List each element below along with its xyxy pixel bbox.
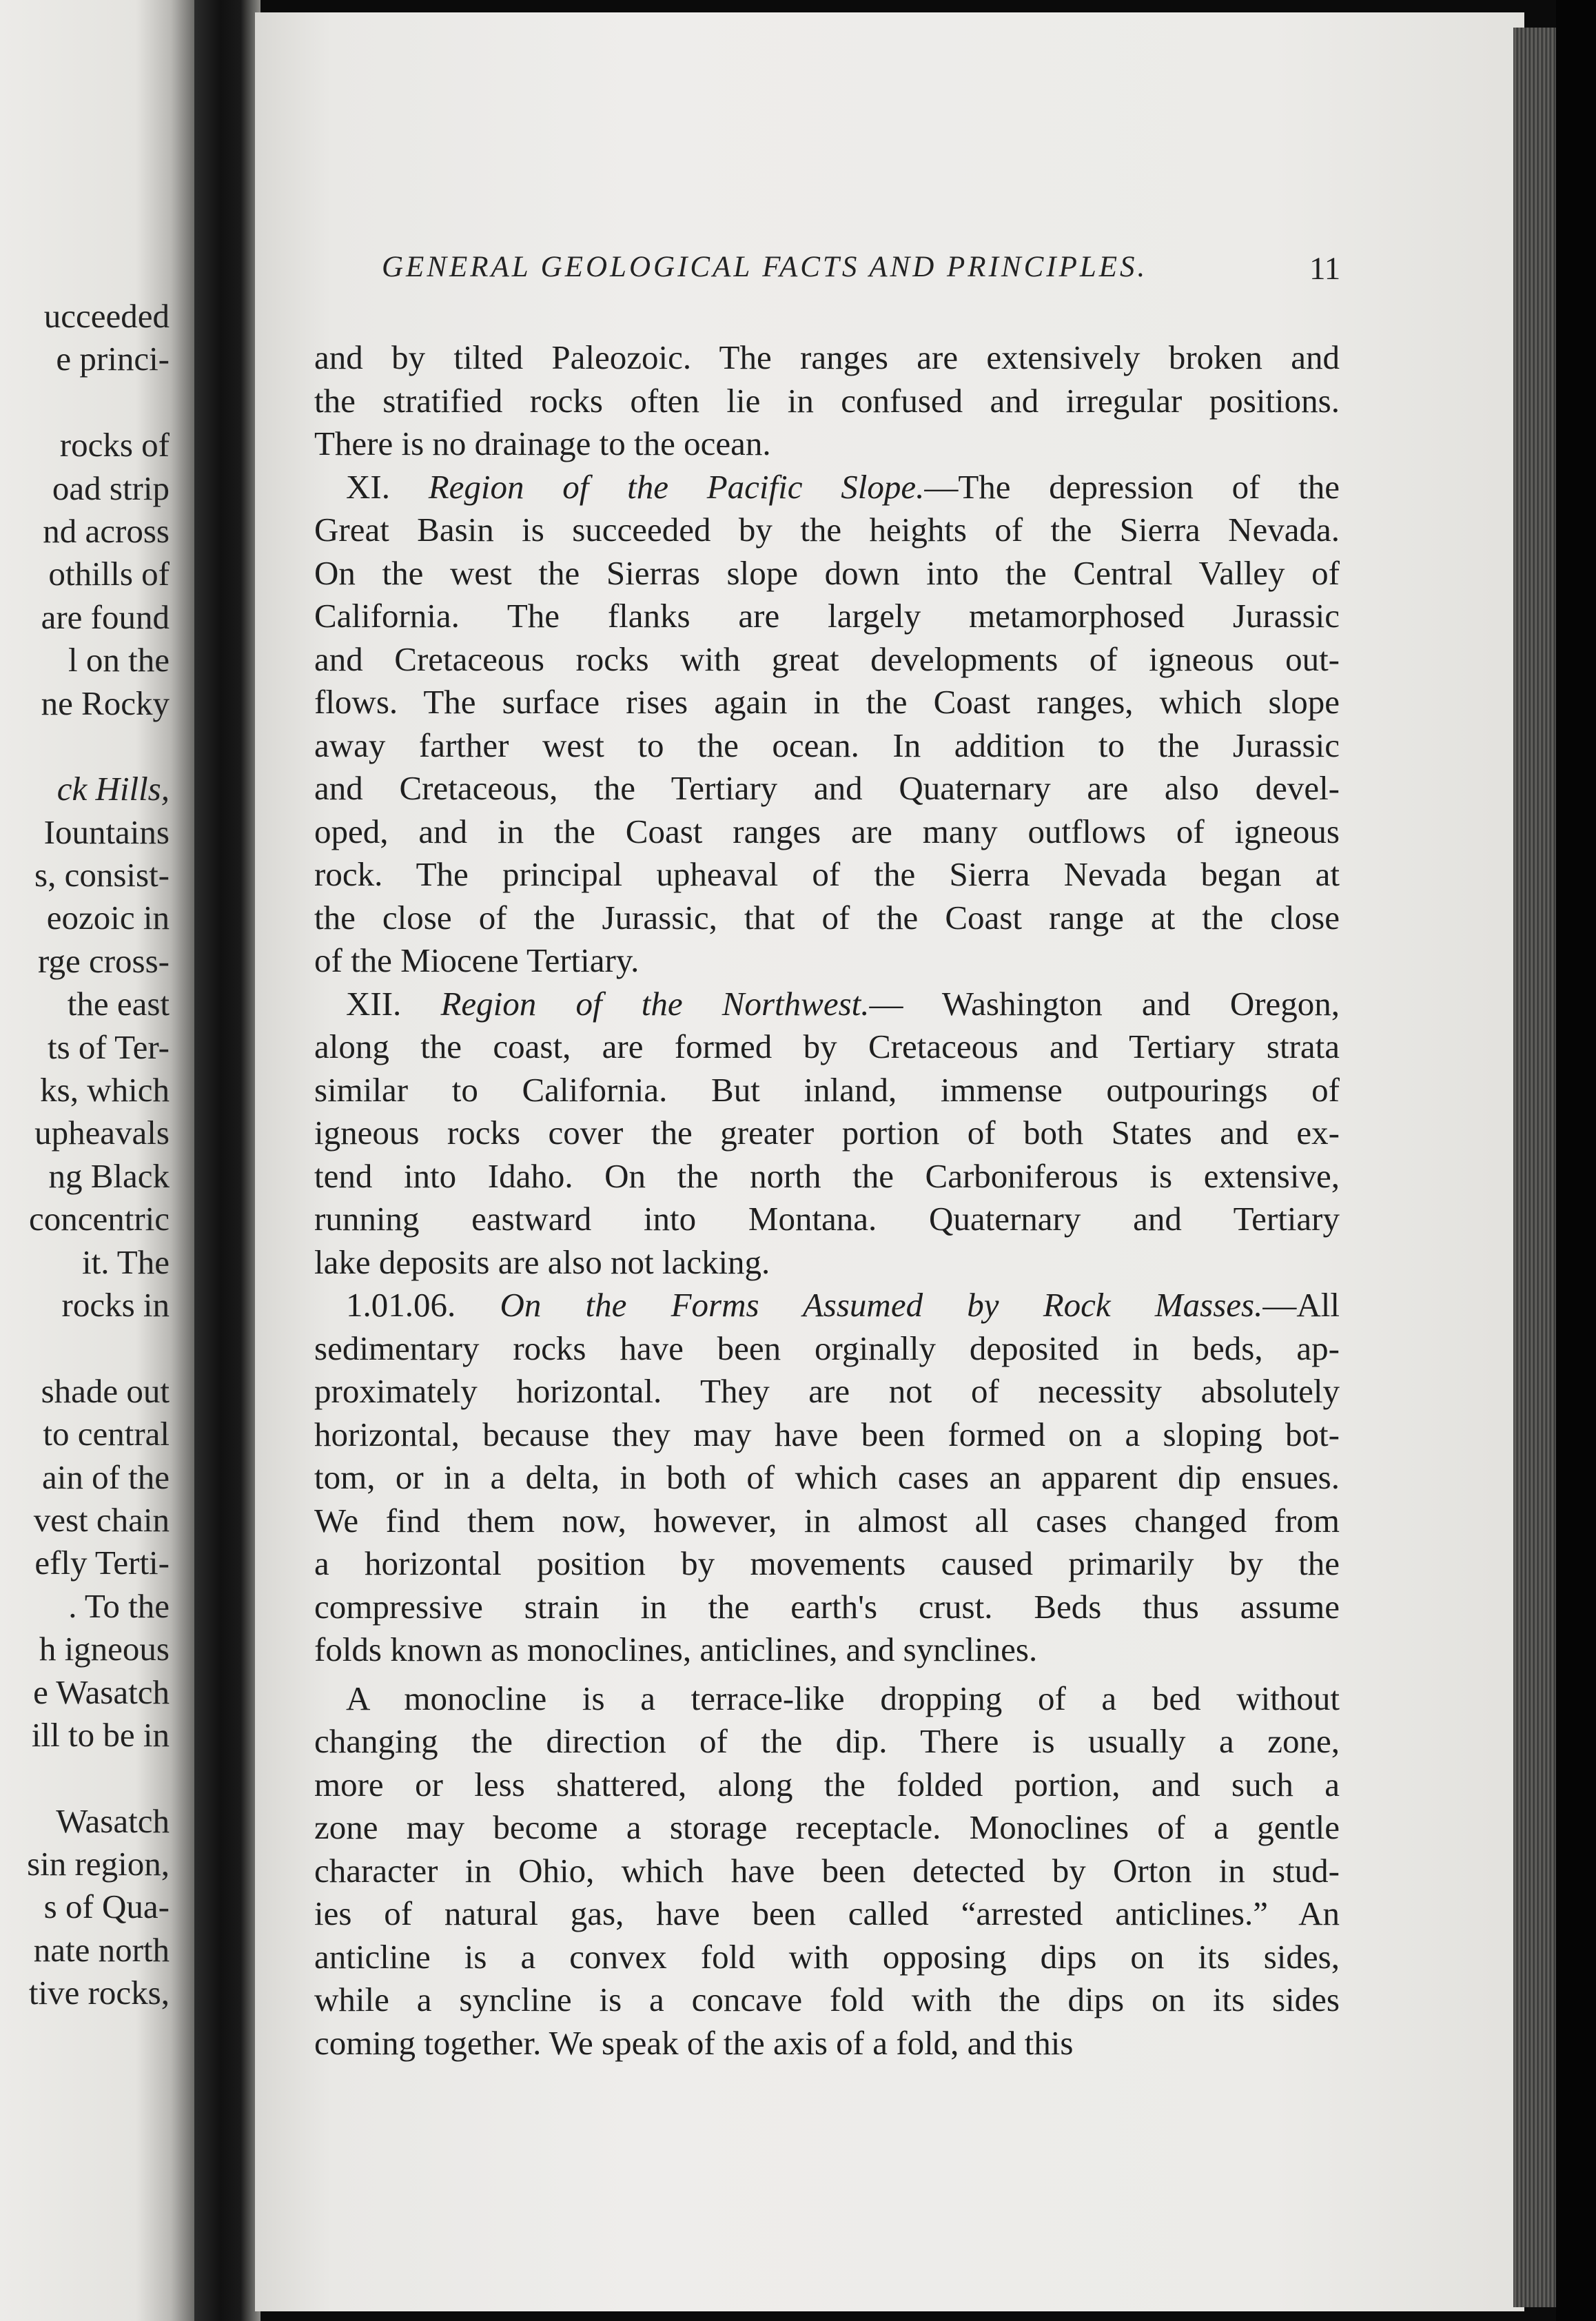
text-line: tend into Idaho. On the north the Carboniferous is extensive, xyxy=(314,1156,1340,1195)
book-gutter xyxy=(194,0,260,2321)
page-11 xyxy=(255,12,1524,2311)
facing-line: rge cross- xyxy=(38,941,170,980)
facing-line: shade out xyxy=(41,1371,170,1410)
facing-line: e Wasatch xyxy=(33,1673,170,1711)
facing-line: rocks in xyxy=(61,1285,170,1324)
running-header: GENERAL GEOLOGICAL FACTS AND PRINCIPLES. xyxy=(382,251,1148,283)
facing-line: nd across xyxy=(43,511,170,550)
page-body xyxy=(314,336,1340,2065)
text-line: coming together. We speak of the axis of a fold, and this xyxy=(314,2023,1074,2062)
facing-line: upheavals xyxy=(34,1114,170,1152)
facing-line: ne Rocky xyxy=(41,684,170,722)
facing-line: vest chain xyxy=(33,1500,170,1539)
section-number: XI. xyxy=(346,467,390,506)
facing-line: l on the xyxy=(68,641,170,679)
text-line: We find them now, however, in almost all cases changed from xyxy=(314,1501,1340,1540)
paragraph-monocline xyxy=(314,1677,1340,2065)
text-line: ies of natural gas, have been called “arrested anticlines.” An xyxy=(314,1894,1340,1932)
facing-line: concentric xyxy=(28,1200,170,1238)
page-stack-edge xyxy=(1513,28,1556,2307)
text-line: of the Miocene Tertiary. xyxy=(314,941,640,979)
facing-line xyxy=(0,381,194,424)
facing-line: to central xyxy=(43,1415,170,1453)
text-line: and Cretaceous, the Tertiary and Quaternary are also devel- xyxy=(314,769,1340,807)
text-line: proximately horizontal. They are not of necessity absolutely xyxy=(314,1372,1340,1410)
paragraph-continuation xyxy=(314,336,1340,466)
facing-line xyxy=(0,1327,194,1369)
text-line: On the west the Sierras slope down into the Central Valley of xyxy=(314,553,1340,592)
text-line: A monocline is a terrace-like dropping of a bed without xyxy=(346,1679,1340,1717)
text-line: flows. The surface rises again in the Coast ranges, which slope xyxy=(314,683,1340,721)
facing-page-fragment xyxy=(0,0,194,2321)
paragraph-region-xii xyxy=(314,983,1340,1285)
facing-line: h igneous xyxy=(39,1630,170,1668)
first-line-text: —The depression of the xyxy=(924,467,1340,506)
section-number: 1.01.06. xyxy=(346,1286,456,1324)
text-line: while a syncline is a concave fold with the dips on its sides xyxy=(314,1981,1340,2018)
facing-line: efly Terti- xyxy=(34,1544,170,1582)
text-line: anticline is a convex fold with opposing dips on its sides, xyxy=(314,1937,1340,1976)
facing-line: nate north xyxy=(33,1930,170,1969)
section-heading: Region of the Pacific Slope. xyxy=(428,467,925,506)
section-heading: On the Forms Assumed by Rock Masses. xyxy=(500,1286,1263,1324)
text-line: Great Basin is succeeded by the heights of the Sierra Nevada. xyxy=(314,511,1340,549)
facing-line: tive rocks, xyxy=(28,1974,170,2012)
text-line: and by tilted Paleozoic. The ranges are extensively broken and xyxy=(314,338,1340,376)
text-line: similar to California. But inland, immense outpourings of xyxy=(314,1070,1340,1109)
paragraph-region-xi xyxy=(314,466,1340,983)
background-edge xyxy=(1556,0,1596,2321)
text-line: folds known as monoclines, anticlines, and synclines. xyxy=(314,1630,1038,1668)
facing-line: eozoic in xyxy=(46,899,170,937)
text-line: running eastward into Montana. Quaternary and Tertiary xyxy=(314,1200,1340,1238)
text-line: a horizontal position by movements caused primarily by the xyxy=(314,1544,1340,1582)
facing-line: ks, which xyxy=(40,1071,170,1110)
facing-line: ck Hills, xyxy=(57,770,170,808)
text-line: away farther west to the ocean. In addition to the Jurassic xyxy=(314,726,1340,764)
facing-line: ts of Ter- xyxy=(47,1027,170,1066)
section-number: XII. xyxy=(346,984,402,1023)
text-line: changing the direction of the dip. There is usually a zone, xyxy=(314,1722,1340,1760)
text-line: sedimentary rocks have been orginally deposited in beds, ap- xyxy=(314,1329,1340,1367)
facing-line: Wasatch xyxy=(56,1801,170,1840)
facing-line: it. The xyxy=(81,1243,170,1281)
section-heading: Region of the Northwest. xyxy=(440,984,870,1023)
facing-line: ucceeded xyxy=(43,297,170,335)
facing-line xyxy=(0,725,194,768)
first-line-text: —All xyxy=(1262,1286,1340,1324)
text-line: more or less shattered, along the folded portion, and such a xyxy=(314,1765,1340,1803)
facing-line: othills of xyxy=(48,555,170,593)
text-line: compressive strain in the earth's crust. Beds thus assume xyxy=(314,1587,1340,1626)
text-line: There is no drainage to the ocean. xyxy=(314,425,771,462)
text-line: igneous rocks cover the greater portion of both States and ex- xyxy=(314,1114,1340,1152)
first-line-text: — Washington and Oregon, xyxy=(869,984,1340,1023)
facing-line: e princi- xyxy=(56,340,170,378)
paragraph-first-line xyxy=(314,1284,1340,1327)
paragraph-first-line xyxy=(314,466,1340,509)
text-line: zone may become a storage receptacle. Monoclines of a gentle xyxy=(314,1808,1340,1846)
facing-page-text xyxy=(0,295,194,2015)
facing-line: sin region, xyxy=(27,1845,170,1883)
text-line: the stratified rocks often lie in confused and irregular positions. xyxy=(314,381,1340,420)
facing-line: are found xyxy=(41,597,170,636)
page-number: 11 xyxy=(1309,251,1341,287)
facing-line: s, consist- xyxy=(34,856,170,894)
facing-line: . To the xyxy=(68,1586,170,1625)
text-line: horizontal, because they may have been formed on a sloping bot- xyxy=(314,1415,1340,1453)
facing-line: ain of the xyxy=(41,1458,170,1496)
facing-line: ng Black xyxy=(48,1156,170,1195)
facing-line: ill to be in xyxy=(31,1715,170,1754)
facing-line: oad strip xyxy=(52,469,170,507)
facing-line: the east xyxy=(67,985,170,1023)
text-line: character in Ohio, which have been detected by Orton in stud- xyxy=(314,1851,1340,1890)
facing-line: Iountains xyxy=(43,812,170,851)
facing-line: s of Qua- xyxy=(43,1888,170,1926)
text-line: tom, or in a delta, in both of which cases an apparent dip ensues. xyxy=(314,1458,1340,1496)
text-line: California. The flanks are largely metamorphosed Jurassic xyxy=(314,597,1340,635)
text-line: oped, and in the Coast ranges are many outflows of igneous xyxy=(314,812,1340,850)
text-line: and Cretaceous rocks with great developments of igneous out- xyxy=(314,640,1340,678)
text-line: rock. The principal upheaval of the Sierra Nevada began at xyxy=(314,855,1340,893)
facing-line: rocks of xyxy=(59,426,170,464)
text-line: along the coast, are formed by Cretaceous and Tertiary strata xyxy=(314,1027,1340,1065)
text-line: lake deposits are also not lacking. xyxy=(314,1243,770,1281)
text-line: the close of the Jurassic, that of the Coast range at the close xyxy=(314,898,1340,937)
facing-line xyxy=(0,1757,194,1799)
paragraph-first-line xyxy=(314,983,1340,1026)
paragraph-rock-forms xyxy=(314,1284,1340,1672)
